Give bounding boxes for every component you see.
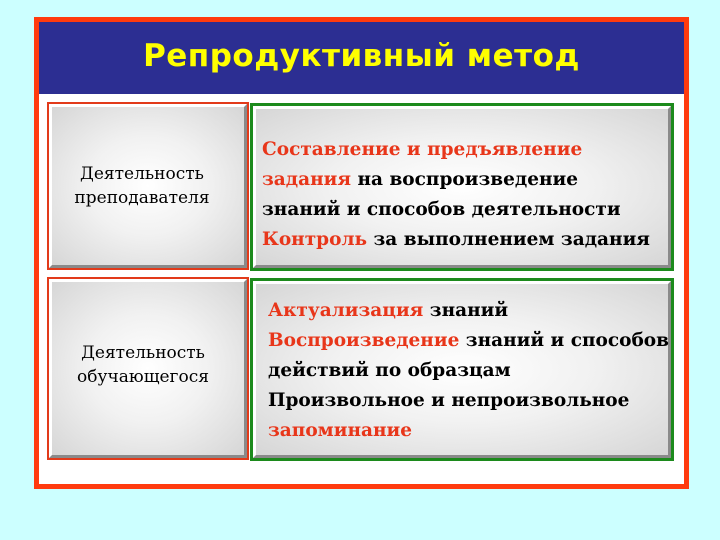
description-line — [268, 416, 668, 446]
description-line — [262, 135, 668, 165]
description-text: за выполнением задания — [367, 229, 650, 250]
description-line — [268, 296, 668, 326]
description-text: Произвольное и непроизвольное — [268, 390, 630, 411]
highlighted-term: Контроль — [262, 229, 368, 250]
student-label-line2: обучающегося — [77, 366, 209, 387]
student-desc-box — [253, 281, 671, 458]
student-desc-text — [268, 296, 668, 446]
highlighted-term: запоминание — [268, 420, 413, 441]
highlighted-term: задания — [262, 169, 352, 190]
description-text: знаний — [423, 300, 509, 321]
content-area — [39, 94, 684, 484]
description-line — [262, 225, 668, 255]
teacher-label-line2: преподавателя — [74, 188, 210, 208]
student-label — [77, 341, 209, 389]
description-line — [262, 195, 668, 225]
description-text: знаний и способов деятельности — [262, 199, 621, 220]
student-label-box — [49, 279, 247, 458]
description-text: знаний и способов — [459, 330, 669, 351]
highlighted-term: Воспроизведение — [268, 330, 460, 351]
title-bar — [39, 22, 684, 94]
teacher-desc-box — [253, 106, 671, 268]
description-text: действий по образцам — [268, 360, 511, 381]
highlighted-term: Актуализация — [268, 300, 424, 321]
slide-frame — [34, 17, 689, 489]
description-line — [268, 356, 668, 386]
description-line — [262, 165, 668, 195]
description-line — [268, 326, 668, 356]
teacher-desc-text — [262, 135, 668, 255]
teacher-label-line1: Деятельность — [80, 164, 204, 184]
description-line — [268, 386, 668, 416]
slide-title: Репродуктивный метод — [143, 38, 580, 74]
description-text: на воспроизведение — [351, 169, 579, 190]
student-label-line1: Деятельность — [81, 342, 205, 363]
highlighted-term: Составление и предъявление — [262, 139, 583, 160]
teacher-label — [74, 162, 209, 210]
teacher-label-box — [49, 104, 247, 268]
